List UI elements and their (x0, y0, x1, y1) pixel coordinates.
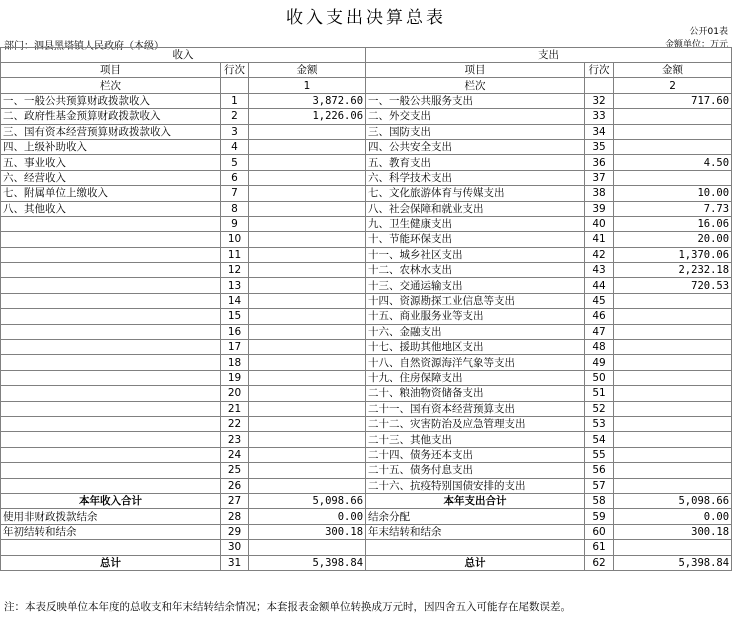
expense-item-name: 本年支出合计 (366, 493, 585, 508)
expense-item-name: 十二、农林水支出 (366, 263, 585, 278)
expense-amount (614, 432, 732, 447)
expense-amount-header: 金额 (614, 63, 732, 78)
income-line-number: 30 (221, 540, 249, 555)
expense-line-number: 60 (585, 524, 614, 539)
table-row (1, 170, 732, 185)
income-amount (249, 540, 366, 555)
income-item-name (1, 432, 221, 447)
income-line-number: 26 (221, 478, 249, 493)
table-row (1, 416, 732, 431)
section-header-row (1, 48, 732, 63)
expense-amount (614, 370, 732, 385)
income-line-number: 2 (221, 109, 249, 124)
expense-item-name: 二十、粮油物资储备支出 (366, 386, 585, 401)
expense-item-name: 十六、金融支出 (366, 324, 585, 339)
expense-line-number: 50 (585, 370, 614, 385)
income-item-name (1, 309, 221, 324)
expense-amount: 300.18 (614, 524, 732, 539)
income-item-name (1, 324, 221, 339)
expense-amount (614, 463, 732, 478)
expense-item-name (366, 540, 585, 555)
expense-item-name: 一、一般公共服务支出 (366, 93, 585, 108)
income-line-number: 21 (221, 401, 249, 416)
column-header-row (1, 63, 732, 78)
expense-item-name: 十五、商业服务业等支出 (366, 309, 585, 324)
income-item-name (1, 232, 221, 247)
expense-item-name: 十四、资源勘探工业信息等支出 (366, 293, 585, 308)
income-line-number: 11 (221, 247, 249, 262)
expense-line-number: 56 (585, 463, 614, 478)
table-row (1, 447, 732, 462)
income-amount: 1,226.06 (249, 109, 366, 124)
expense-amount: 7.73 (614, 201, 732, 216)
expense-line-number: 55 (585, 447, 614, 462)
income-item-name: 一、一般公共预算财政拨款收入 (1, 93, 221, 108)
expense-amount: 1,370.06 (614, 247, 732, 262)
income-item-header: 项目 (1, 63, 221, 78)
income-line-number: 4 (221, 139, 249, 154)
expense-line-number: 51 (585, 386, 614, 401)
income-item-name (1, 463, 221, 478)
expense-line-number: 42 (585, 247, 614, 262)
income-amount-header: 金额 (249, 63, 366, 78)
table-row (1, 139, 732, 154)
expense-section-header: 支出 (366, 48, 732, 63)
expense-item-name: 十、节能环保支出 (366, 232, 585, 247)
table-row (1, 293, 732, 308)
expense-amount: 10.00 (614, 186, 732, 201)
income-line-number: 8 (221, 201, 249, 216)
expense-item-name: 二十二、灾害防治及应急管理支出 (366, 416, 585, 431)
expense-amount (614, 478, 732, 493)
income-item-name: 本年收入合计 (1, 493, 221, 508)
income-line-number: 17 (221, 340, 249, 355)
expense-amount: 4.50 (614, 155, 732, 170)
income-item-name (1, 370, 221, 385)
table-row (1, 109, 732, 124)
income-item-name: 三、国有资本经营预算财政拨款收入 (1, 124, 221, 139)
expense-line-number: 49 (585, 355, 614, 370)
income-amount: 5,098.66 (249, 493, 366, 508)
total-row (1, 493, 732, 508)
column-index-row (1, 78, 732, 93)
expense-line-header: 行次 (585, 63, 614, 78)
table-row (1, 370, 732, 385)
income-line-number: 31 (221, 555, 249, 570)
income-item-name (1, 401, 221, 416)
expense-line-number: 44 (585, 278, 614, 293)
expense-item-name: 十九、住房保障支出 (366, 370, 585, 385)
income-item-name (1, 416, 221, 431)
expense-line-number: 37 (585, 170, 614, 185)
total-row (1, 540, 732, 555)
expense-item-name: 四、公共安全支出 (366, 139, 585, 154)
income-amount (249, 232, 366, 247)
expense-amount (614, 540, 732, 555)
expense-amount (614, 124, 732, 139)
expense-amount (614, 386, 732, 401)
expense-item-name: 二十三、其他支出 (366, 432, 585, 447)
expense-amount (614, 355, 732, 370)
expense-line-number: 39 (585, 201, 614, 216)
expense-column-label: 栏次 (366, 78, 585, 93)
department-label: 部门：泗县黑塔镇人民政府（本级） (4, 41, 164, 52)
expense-amount (614, 170, 732, 185)
expense-amount: 16.06 (614, 216, 732, 231)
expense-line-number: 45 (585, 293, 614, 308)
expense-item-name: 结余分配 (366, 509, 585, 524)
income-item-name (1, 216, 221, 231)
expense-line-number: 53 (585, 416, 614, 431)
table-row (1, 309, 732, 324)
income-item-name: 六、经营收入 (1, 170, 221, 185)
table-row (1, 232, 732, 247)
expense-line-number: 34 (585, 124, 614, 139)
expense-amount (614, 447, 732, 462)
table-row (1, 247, 732, 262)
expense-item-name: 九、卫生健康支出 (366, 216, 585, 231)
income-line-number: 23 (221, 432, 249, 447)
income-amount (249, 324, 366, 339)
expense-item-name: 二十四、债务还本支出 (366, 447, 585, 462)
expense-item-header: 项目 (366, 63, 585, 78)
expense-amount (614, 340, 732, 355)
income-amount (249, 263, 366, 278)
expense-line-number: 61 (585, 540, 614, 555)
expense-item-name: 二十五、债务付息支出 (366, 463, 585, 478)
expense-amount: 5,398.84 (614, 555, 732, 570)
expense-amount: 20.00 (614, 232, 732, 247)
income-amount (249, 355, 366, 370)
expense-line-number: 59 (585, 509, 614, 524)
table-row (1, 263, 732, 278)
income-line-number: 22 (221, 416, 249, 431)
income-column-label: 栏次 (1, 78, 221, 93)
income-line-number: 27 (221, 493, 249, 508)
income-amount (249, 401, 366, 416)
expense-line-number: 47 (585, 324, 614, 339)
income-line-number: 1 (221, 93, 249, 108)
table-row (1, 432, 732, 447)
total-row (1, 555, 732, 570)
income-line-number: 25 (221, 463, 249, 478)
expense-line-number: 46 (585, 309, 614, 324)
income-item-name: 总计 (1, 555, 221, 570)
income-amount (249, 155, 366, 170)
expense-item-name: 八、社会保障和就业支出 (366, 201, 585, 216)
income-amount (249, 463, 366, 478)
income-amount (249, 340, 366, 355)
table-row (1, 324, 732, 339)
income-item-name (1, 293, 221, 308)
income-amount (249, 124, 366, 139)
income-amount (249, 386, 366, 401)
expense-item-name: 六、科学技术支出 (366, 170, 585, 185)
expense-column-blank (585, 78, 614, 93)
expense-line-number: 43 (585, 263, 614, 278)
expense-item-name: 二十一、国有资本经营预算支出 (366, 401, 585, 416)
table-row (1, 463, 732, 478)
income-line-number: 3 (221, 124, 249, 139)
income-amount (249, 478, 366, 493)
income-item-name (1, 447, 221, 462)
expense-line-number: 32 (585, 93, 614, 108)
income-item-name: 二、政府性基金预算财政拨款收入 (1, 109, 221, 124)
expense-line-number: 48 (585, 340, 614, 355)
income-amount: 5,398.84 (249, 555, 366, 570)
table-row (1, 478, 732, 493)
income-item-name: 五、事业收入 (1, 155, 221, 170)
table-row (1, 155, 732, 170)
income-line-number: 16 (221, 324, 249, 339)
income-item-name: 七、附属单位上缴收入 (1, 186, 221, 201)
expense-line-number: 41 (585, 232, 614, 247)
income-amount: 300.18 (249, 524, 366, 539)
income-amount (249, 201, 366, 216)
income-line-number: 13 (221, 278, 249, 293)
income-line-number: 28 (221, 509, 249, 524)
income-amount (249, 432, 366, 447)
table-row (1, 93, 732, 108)
income-line-number: 10 (221, 232, 249, 247)
table-row (1, 186, 732, 201)
income-item-name (1, 247, 221, 262)
expense-amount: 2,232.18 (614, 263, 732, 278)
income-line-header: 行次 (221, 63, 249, 78)
expense-amount (614, 139, 732, 154)
income-line-number: 7 (221, 186, 249, 201)
table-row (1, 124, 732, 139)
income-amount (249, 139, 366, 154)
income-line-number: 6 (221, 170, 249, 185)
expense-line-number: 38 (585, 186, 614, 201)
expense-amount (614, 401, 732, 416)
income-amount: 0.00 (249, 509, 366, 524)
income-item-name (1, 386, 221, 401)
expense-item-name: 七、文化旅游体育与传媒支出 (366, 186, 585, 201)
expense-amount (614, 309, 732, 324)
income-item-name (1, 263, 221, 278)
income-amount (249, 278, 366, 293)
income-item-name: 四、上级补助收入 (1, 139, 221, 154)
income-line-number: 19 (221, 370, 249, 385)
income-amount (249, 293, 366, 308)
summary-table (0, 47, 732, 571)
expense-item-name: 二十六、抗疫特别国债安排的支出 (366, 478, 585, 493)
expense-line-number: 36 (585, 155, 614, 170)
income-item-name: 八、其他收入 (1, 201, 221, 216)
income-line-number: 15 (221, 309, 249, 324)
income-item-name (1, 540, 221, 555)
expense-amount: 0.00 (614, 509, 732, 524)
expense-amount (614, 324, 732, 339)
income-amount (249, 247, 366, 262)
income-amount (249, 416, 366, 431)
table-row (1, 340, 732, 355)
footnote: 注：本表反映单位本年度的总收支和年末结转结余情况；本套报表金额单位转换成万元时，因四舍五入可能存在尾数误差。 (4, 601, 571, 613)
income-line-number: 9 (221, 216, 249, 231)
expense-line-number: 40 (585, 216, 614, 231)
income-line-number: 12 (221, 263, 249, 278)
table-row (1, 216, 732, 231)
form-number: 公开01表 (689, 27, 728, 37)
income-amount (249, 447, 366, 462)
expense-item-name: 总计 (366, 555, 585, 570)
expense-line-number: 57 (585, 478, 614, 493)
expense-line-number: 52 (585, 401, 614, 416)
income-line-number: 29 (221, 524, 249, 539)
income-item-name: 使用非财政拨款结余 (1, 509, 221, 524)
expense-amount: 720.53 (614, 278, 732, 293)
total-row (1, 524, 732, 539)
income-item-name (1, 340, 221, 355)
report-title: 收入支出决算总表 (286, 8, 446, 28)
expense-amount (614, 293, 732, 308)
income-column-blank (221, 78, 249, 93)
table-row (1, 401, 732, 416)
income-item-name: 年初结转和结余 (1, 524, 221, 539)
income-amount (249, 186, 366, 201)
expense-amount (614, 109, 732, 124)
expense-item-name: 三、国防支出 (366, 124, 585, 139)
expense-item-name: 二、外交支出 (366, 109, 585, 124)
income-amount (249, 216, 366, 231)
income-item-name (1, 355, 221, 370)
expense-line-number: 54 (585, 432, 614, 447)
income-amount (249, 170, 366, 185)
expense-item-name: 年末结转和结余 (366, 524, 585, 539)
income-item-name (1, 478, 221, 493)
income-amount (249, 370, 366, 385)
expense-column-number: 2 (614, 78, 732, 93)
expense-item-name: 五、教育支出 (366, 155, 585, 170)
income-line-number: 5 (221, 155, 249, 170)
income-line-number: 24 (221, 447, 249, 462)
expense-amount: 717.60 (614, 93, 732, 108)
total-row (1, 509, 732, 524)
income-line-number: 20 (221, 386, 249, 401)
expense-line-number: 35 (585, 139, 614, 154)
expense-item-name: 十一、城乡社区支出 (366, 247, 585, 262)
income-item-name (1, 278, 221, 293)
income-line-number: 14 (221, 293, 249, 308)
expense-line-number: 58 (585, 493, 614, 508)
expense-line-number: 33 (585, 109, 614, 124)
expense-item-name: 十八、自然资源海洋气象等支出 (366, 355, 585, 370)
table-row (1, 201, 732, 216)
table-row (1, 386, 732, 401)
income-column-number: 1 (249, 78, 366, 93)
income-amount: 3,872.60 (249, 93, 366, 108)
income-amount (249, 309, 366, 324)
amount-unit-label: 金额单位：万元 (664, 40, 728, 50)
expense-line-number: 62 (585, 555, 614, 570)
income-line-number: 18 (221, 355, 249, 370)
expense-amount (614, 416, 732, 431)
table-row (1, 355, 732, 370)
expense-item-name: 十三、交通运输支出 (366, 278, 585, 293)
income-section-header: 收入 (1, 48, 366, 63)
table-row (1, 278, 732, 293)
expense-amount: 5,098.66 (614, 493, 732, 508)
expense-item-name: 十七、援助其他地区支出 (366, 340, 585, 355)
